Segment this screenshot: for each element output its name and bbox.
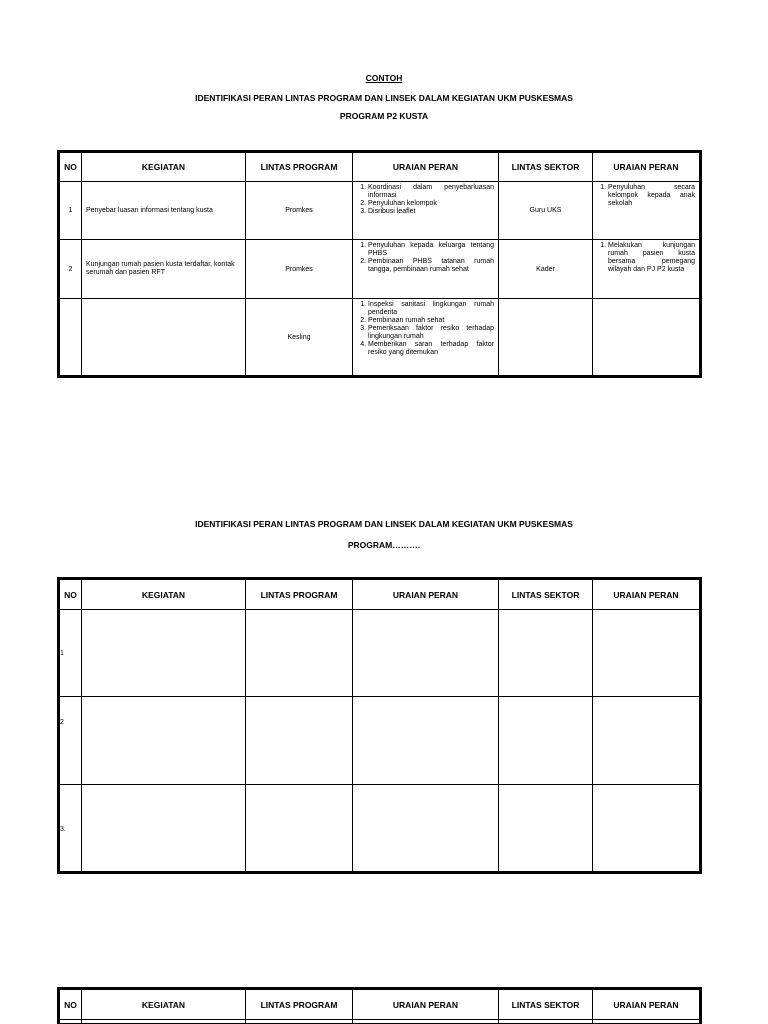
- col-uraian-peran-sektor: URAIAN PERAN: [593, 989, 701, 1020]
- blank-form-table: [57, 577, 702, 874]
- form-title: IDENTIFIKASI PERAN LINTAS PROGRAM DAN LINSEK DALAM KEGIATAN UKM PUSKESMAS: [195, 519, 573, 529]
- row-uraian-program: 1. Inspeksi sanitasi lingkungan rumah penderita 2. Pembinaan rumah sehat 3. Pemeriksaan faktor resiko terhadap lingkungan rumah 4. Memberikan saran terhadap faktor resiko yang ditemukan: [353, 299, 499, 377]
- row-lintas-program: Promkes: [246, 182, 353, 240]
- col-uraian-peran-program: URAIAN PERAN: [353, 989, 499, 1020]
- row-lintas-sektor[interactable]: [499, 610, 593, 697]
- row-lintas-program[interactable]: [246, 610, 353, 697]
- col-lintas-sektor: LINTAS SEKTOR: [499, 152, 593, 182]
- row-kegiatan: Kunjungan rumah pasien kusta terdaftar, kontak serumah dan pasien RFT: [82, 240, 246, 299]
- col-lintas-sektor: LINTAS SEKTOR: [499, 579, 593, 610]
- row-uraian-sektor[interactable]: [593, 785, 701, 873]
- row-no: 2: [59, 240, 82, 299]
- row-lintas-sektor: [499, 299, 593, 377]
- table-row: [59, 182, 701, 240]
- table-row: [59, 610, 701, 697]
- row-lintas-sektor[interactable]: [499, 697, 593, 785]
- row-uraian-program: 1. Koordinasi dalam penyebarluasan informasi 2. Penyuluhan kelompok 3. Disribusi leaflet: [353, 182, 499, 240]
- table-row: [59, 299, 701, 377]
- col-lintas-program: LINTAS PROGRAM: [246, 989, 353, 1020]
- example-label: CONTOH: [365, 73, 403, 83]
- row-no: [59, 299, 82, 377]
- col-kegiatan: KEGIATAN: [82, 989, 246, 1020]
- row-lintas-program[interactable]: [246, 785, 353, 873]
- col-lintas-program: LINTAS PROGRAM: [246, 579, 353, 610]
- row-uraian-program[interactable]: [353, 697, 499, 785]
- example-table: [57, 150, 702, 378]
- continued-form-table: [57, 987, 702, 1024]
- row-lintas-program[interactable]: [246, 697, 353, 785]
- col-uraian-peran-sektor: URAIAN PERAN: [593, 579, 701, 610]
- row-no: 3.: [59, 785, 82, 873]
- row-uraian-program[interactable]: [353, 610, 499, 697]
- table-row: [59, 240, 701, 299]
- row-kegiatan[interactable]: [82, 697, 246, 785]
- col-kegiatan: KEGIATAN: [82, 579, 246, 610]
- row-no: 1: [59, 182, 82, 240]
- table-header-row: [59, 152, 701, 182]
- row-no: 2: [59, 697, 82, 785]
- col-no: NO: [59, 579, 82, 610]
- col-uraian-peran-program: URAIAN PERAN: [353, 152, 499, 182]
- row-uraian-sektor[interactable]: [593, 697, 701, 785]
- example-program: PROGRAM P2 KUSTA: [339, 111, 429, 121]
- row-uraian-program[interactable]: [353, 785, 499, 873]
- col-uraian-peran-program: URAIAN PERAN: [353, 579, 499, 610]
- row-uraian-program: 1. Penyuluhan kepada keluarga tentang PHBS 2. Pembinaan PHBS tatanan rumah tangga, pembinaan rumah sehat: [353, 240, 499, 299]
- table-header-row: [59, 989, 701, 1020]
- table-header-row: [59, 579, 701, 610]
- row-uraian-sektor: 1. Penyuluhan secara kelompok kepada anak sekolah: [593, 182, 701, 240]
- row-kegiatan: [82, 299, 246, 377]
- row-kegiatan: Penyebar luasan informasi tentang kusta: [82, 182, 246, 240]
- example-title: IDENTIFIKASI PERAN LINTAS PROGRAM DAN LINSEK DALAM KEGIATAN UKM PUSKESMAS: [195, 93, 573, 103]
- table-row: [59, 1020, 701, 1024]
- col-kegiatan: KEGIATAN: [82, 152, 246, 182]
- table-row: [59, 697, 701, 785]
- row-lintas-program: Kesling: [246, 299, 353, 377]
- row-kegiatan[interactable]: [82, 785, 246, 873]
- row-lintas-sektor[interactable]: [499, 785, 593, 873]
- row-no: 1: [59, 610, 82, 697]
- col-lintas-program: LINTAS PROGRAM: [246, 152, 353, 182]
- col-lintas-sektor: LINTAS SEKTOR: [499, 989, 593, 1020]
- col-uraian-peran-sektor: URAIAN PERAN: [593, 152, 701, 182]
- table-row: [59, 785, 701, 873]
- form-program: PROGRAM……….: [347, 540, 421, 550]
- row-uraian-sektor[interactable]: [593, 610, 701, 697]
- col-no: NO: [59, 989, 82, 1020]
- row-lintas-sektor: Kader: [499, 240, 593, 299]
- col-no: NO: [59, 152, 82, 182]
- row-uraian-sektor: 1. Melakukan kunjungan rumah pasien kusta bersama pemegang wilayah dan PJ P2 kusta: [593, 240, 701, 299]
- row-kegiatan[interactable]: [82, 610, 246, 697]
- row-lintas-sektor: Guru UKS: [499, 182, 593, 240]
- row-uraian-sektor: [593, 299, 701, 377]
- row-lintas-program: Promkes: [246, 240, 353, 299]
